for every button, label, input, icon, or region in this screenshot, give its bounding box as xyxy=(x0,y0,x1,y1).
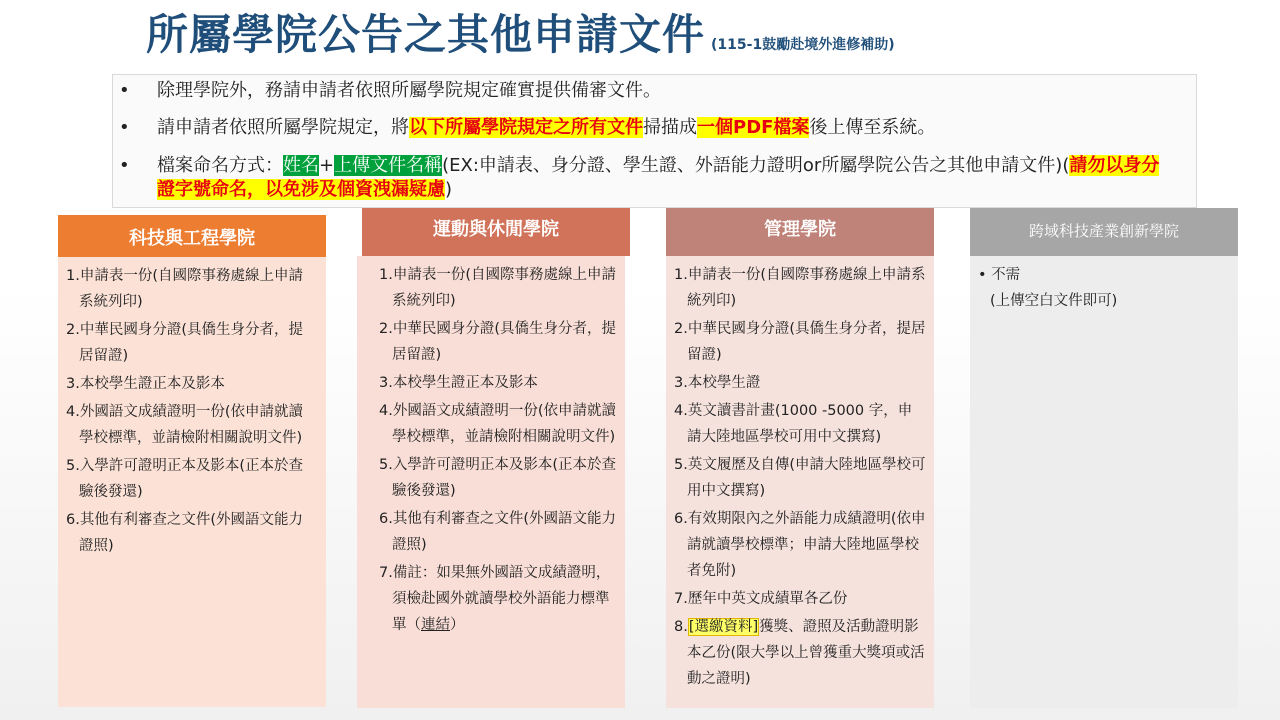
column-header-innovation: 跨域科技產業創新學院 xyxy=(970,208,1238,256)
list-item xyxy=(379,316,617,368)
column-body-innovation xyxy=(970,256,1238,708)
note-text-part: 後上傳至系統。 xyxy=(809,117,936,138)
note-text xyxy=(157,116,1168,140)
list-item xyxy=(674,452,926,504)
list-item-text: 1.申請表一份(自國際事務處線上申請系統列印) xyxy=(66,268,303,310)
highlight-one-pdf: 一個PDF檔案 xyxy=(697,117,810,138)
list-item xyxy=(66,507,316,559)
note-text-part: + xyxy=(319,155,335,176)
list-item-text: 7.歷年中英文成績單各乙份 xyxy=(674,591,848,607)
document-list xyxy=(674,262,926,692)
list-item-text: 1.申請表一份(自國際事務處線上申請系統列印) xyxy=(379,267,616,309)
note-text-part: ) xyxy=(445,179,453,200)
note-text-part: 檔案命名方式： xyxy=(157,155,283,176)
highlight-name: 姓名 xyxy=(283,155,319,176)
list-item-text: 2.中華民國身分證(具僑生身分者，提居留證) xyxy=(66,322,303,364)
list-item xyxy=(66,371,316,397)
list-item xyxy=(66,317,316,369)
bullet: • xyxy=(119,117,130,138)
page-title: 所屬學院公告之其他申請文件 xyxy=(146,10,706,59)
list-item xyxy=(674,316,926,368)
column-body-sports xyxy=(357,256,625,708)
list-item-text: 3.本校學生證正本及影本 xyxy=(379,375,538,391)
list-item xyxy=(674,506,926,584)
not-required-text: • 不需 xyxy=(978,267,1021,283)
list-item-text: 6.有效期限內之外語能力成績證明(依申請就讀學校標準；申請大陸地區學校者免附) xyxy=(674,511,926,579)
bullet: • xyxy=(119,155,130,176)
list-item-text xyxy=(674,614,926,692)
list-item xyxy=(379,506,617,558)
note-text: 獲獎、證照及活動證明影本乙份(限大學以上曾獲重大獎項或活動之證明) xyxy=(687,619,925,687)
note-text: ） xyxy=(450,617,465,633)
notes-box xyxy=(112,74,1197,208)
list-item-text: 5.英文履歷及自傳(申請大陸地區學校可用中文撰寫) xyxy=(674,457,926,499)
note-text: 除理學院外，務請申請者依照所屬學院規定確實提供備審文件。 xyxy=(157,80,661,101)
list-item-text: 1.申請表一份(自國際事務處線上申請系統列印) xyxy=(674,267,926,309)
highlight-all-documents: 以下所屬學院規定之所有文件 xyxy=(409,117,643,138)
note-text xyxy=(157,154,1168,202)
column-body-management xyxy=(666,256,934,708)
list-item xyxy=(66,263,316,315)
list-item-text: 6.其他有利審查之文件(外國語文能力證照) xyxy=(379,511,616,553)
warning-id-number: 請勿以身分證字號命名，以免涉及個資洩漏疑慮 xyxy=(157,155,1160,200)
list-item xyxy=(379,560,617,638)
list-item xyxy=(674,370,926,396)
list-item xyxy=(66,399,316,451)
list-item-text: 4.外國語文成績證明一份(依申請就讀學校標準，並請檢附相關說明文件) xyxy=(66,404,303,446)
title-block xyxy=(146,2,895,62)
list-item-text xyxy=(379,560,617,638)
note-text-part: (EX:申請表、身分證、學生證、外語能力證明or所屬學院公告之其他申請文件)( xyxy=(442,155,1070,176)
document-list xyxy=(379,262,617,638)
list-item-text: 3.本校學生證 xyxy=(674,375,761,391)
column-header-engineering: 科技與工程學院 xyxy=(58,215,326,257)
list-item xyxy=(674,614,926,692)
bullet: • xyxy=(119,80,130,101)
list-item-text: 5.入學許可證明正本及影本(正本於查驗後發還) xyxy=(379,457,616,499)
note-text-part: 掃描成 xyxy=(643,117,697,138)
document-list xyxy=(66,263,316,559)
list-item xyxy=(66,453,316,505)
list-item-text: 3.本校學生證正本及影本 xyxy=(66,376,225,392)
column-body-engineering xyxy=(58,257,326,707)
list-item-text: 6.其他有利審查之文件(外國語文能力證照) xyxy=(66,512,303,554)
list-item-text: 5.入學許可證明正本及影本(正本於查驗後發還) xyxy=(66,458,303,500)
list-item-text: 2.中華民國身分證(具僑生身分者，提居留證) xyxy=(379,321,616,363)
list-item-text: 4.英文讀書計畫(1000 -5000 字，申請大陸地區學校可用中文撰寫) xyxy=(674,403,913,445)
list-item-text: 2.中華民國身分證(具僑生身分者，提居留證) xyxy=(674,321,926,363)
column-header-management: 管理學院 xyxy=(666,208,934,256)
optional-tag: [選繳資料] xyxy=(688,619,759,635)
list-item xyxy=(674,262,926,314)
highlight-document-name: 上傳文件名稱 xyxy=(334,155,443,176)
list-item xyxy=(379,370,617,396)
standard-link[interactable]: 連結 xyxy=(421,617,450,633)
note-text: 7.備註：如果無外國語文成績證明，須檢赴國外就讀學校外語能力標準單（ xyxy=(379,565,611,633)
column-header-sports: 運動與休閒學院 xyxy=(362,208,630,256)
note-text-part: 請申請者依照所屬學院規定，將 xyxy=(157,117,409,138)
list-item xyxy=(379,262,617,314)
list-item xyxy=(674,398,926,450)
list-item-text: 4.外國語文成績證明一份(依申請就讀學校標準，並請檢附相關說明文件) xyxy=(379,403,616,445)
upload-blank-note: (上傳空白文件即可) xyxy=(990,293,1118,309)
page-subtitle: (115-1鼓勵赴境外進修補助) xyxy=(711,37,895,53)
list-item xyxy=(379,452,617,504)
list-item xyxy=(674,586,926,612)
list-item xyxy=(379,398,617,450)
item-number: 8. xyxy=(674,619,688,635)
